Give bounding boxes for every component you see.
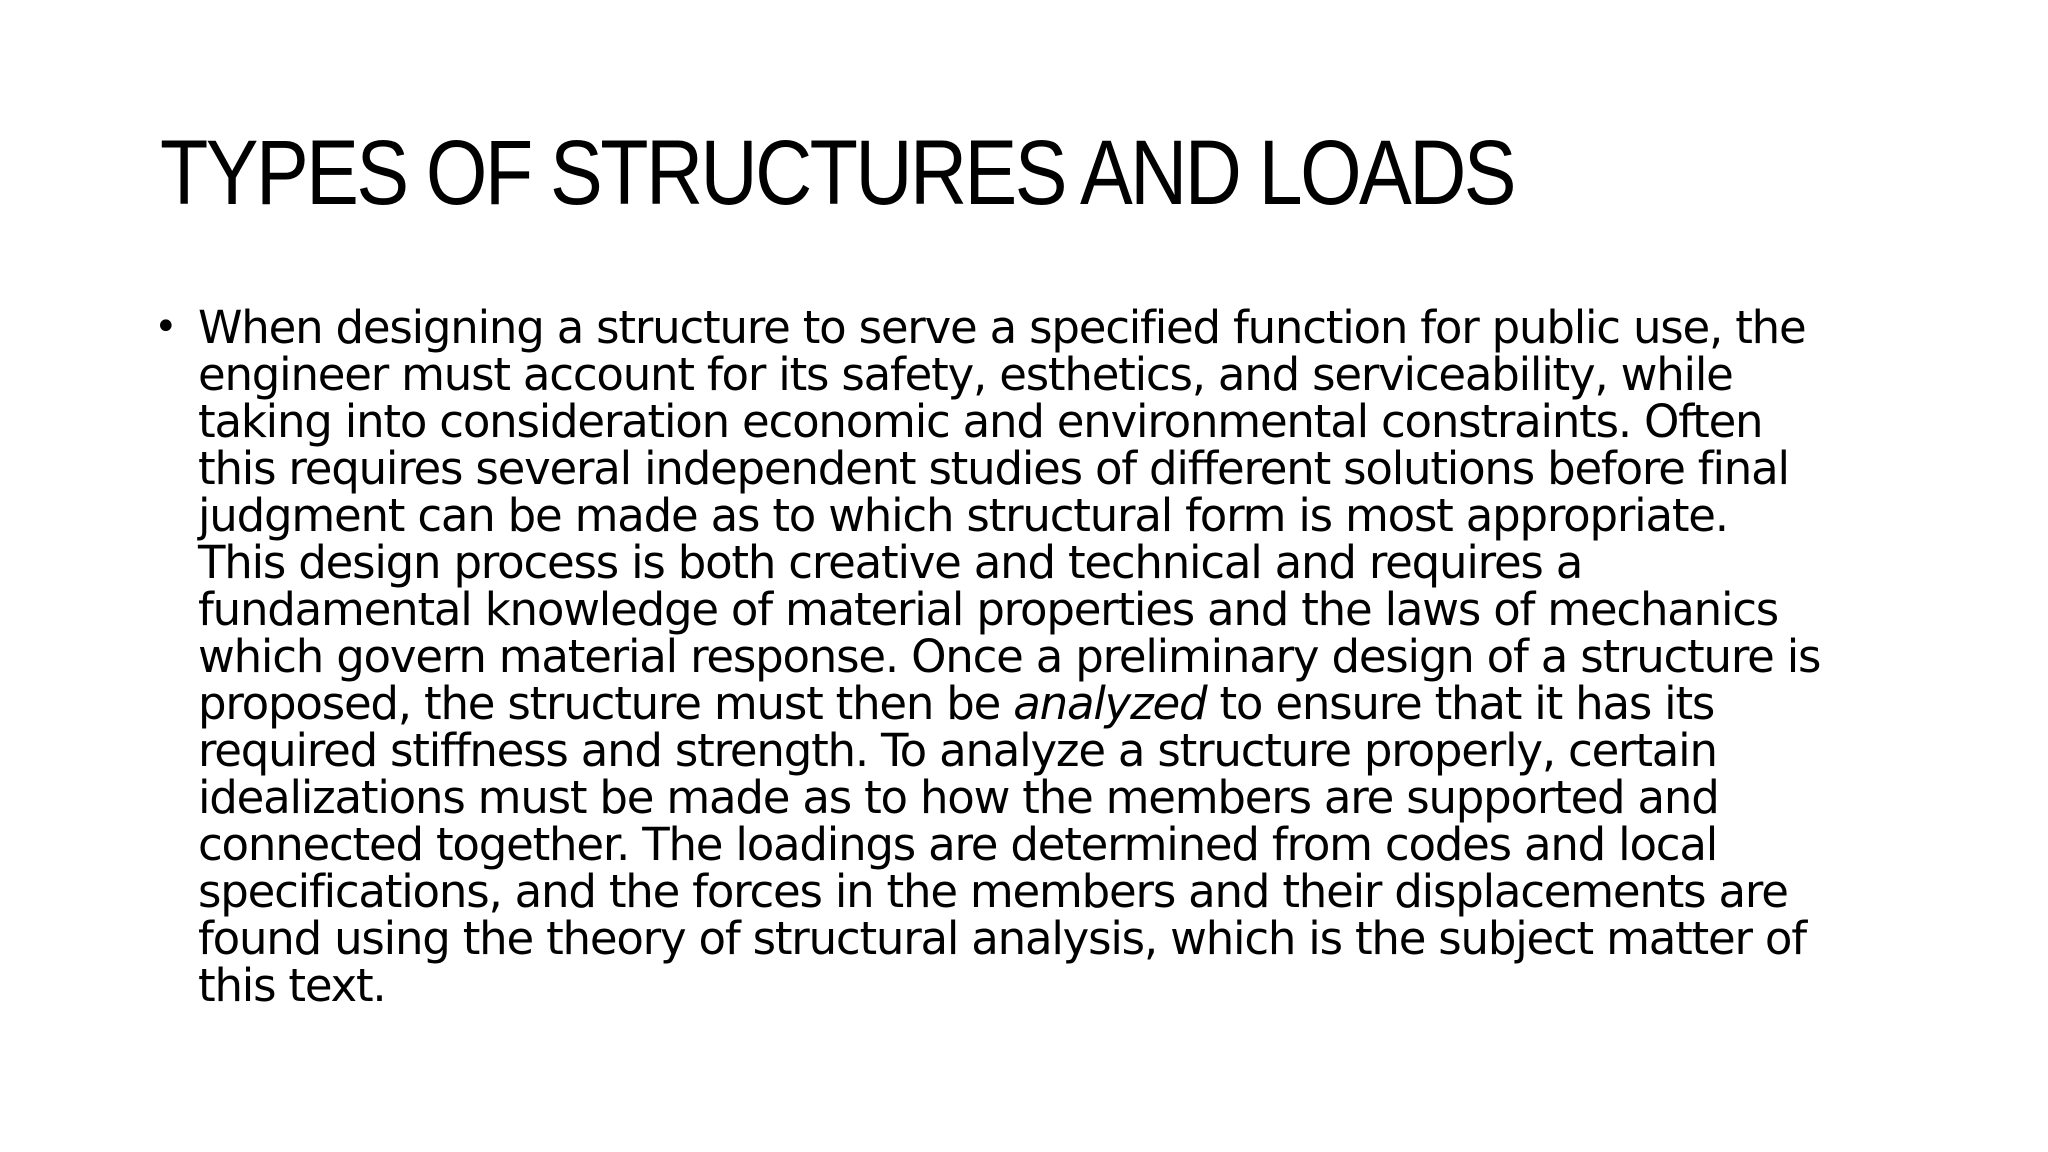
slide-title: TYPES OF STRUCTURES AND LOADS xyxy=(160,122,1514,224)
paragraph-line: judgment can be made as to which structural form is most appropriate. xyxy=(198,489,1728,542)
paragraph-line: taking into consideration economic and environmental constraints. Often xyxy=(198,395,1763,448)
paragraph-line: which govern material response. Once a preliminary design of a structure is xyxy=(198,630,1821,683)
bullet-item xyxy=(150,301,1930,1012)
line-text-after-emphasis: to ensure that it has its xyxy=(1206,677,1715,730)
paragraph-line: specifications, and the forces in the members and their displacements are xyxy=(198,865,1788,918)
paragraph-line: found using the theory of structural analysis, which is the subject matter of xyxy=(198,912,1806,965)
paragraph-line-with-emphasis xyxy=(198,677,1930,730)
bullet-icon: • xyxy=(154,304,177,350)
emphasized-word: analyzed xyxy=(1013,677,1207,730)
paragraph-line: required stiffness and strength. To analyze a structure properly, certain xyxy=(198,724,1717,777)
paragraph-line: This design process is both creative and technical and requires a xyxy=(198,536,1583,589)
paragraph-line: When designing a structure to serve a specified function for public use, the xyxy=(198,301,1806,354)
paragraph-line: this text. xyxy=(198,959,386,1012)
bullet-paragraph xyxy=(198,301,1930,1012)
paragraph-line: fundamental knowledge of material properties and the laws of mechanics xyxy=(198,583,1779,636)
paragraph-line: this requires several independent studies of different solutions before final xyxy=(198,442,1789,495)
paragraph-line: idealizations must be made as to how the members are supported and xyxy=(198,771,1719,824)
line-text-before-emphasis: proposed, the structure must then be xyxy=(198,677,1014,730)
paragraph-line: engineer must account for its safety, esthetics, and serviceability, while xyxy=(198,348,1733,401)
bullet-list xyxy=(150,301,1930,1012)
paragraph-line: connected together. The loadings are determined from codes and local xyxy=(198,818,1717,871)
